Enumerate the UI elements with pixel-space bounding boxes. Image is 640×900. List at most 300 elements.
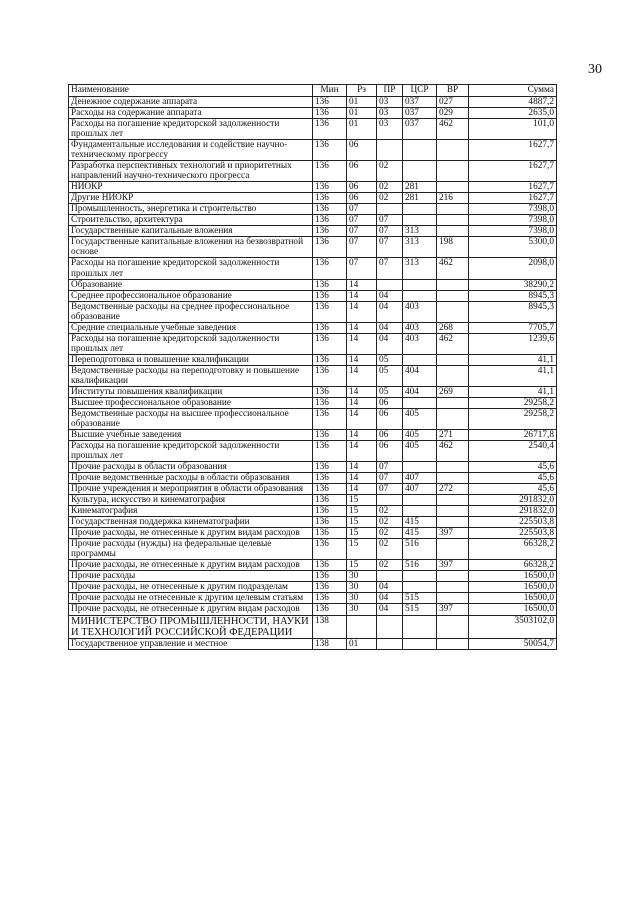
row-min: 136 [313, 517, 347, 528]
row-name: Высшее профессиональное образование [69, 397, 313, 408]
row-rz: 06 [347, 140, 377, 161]
row-min: 136 [313, 161, 347, 182]
row-vr [437, 638, 469, 649]
row-csr: 516 [403, 539, 437, 560]
row-csr: 037 [403, 119, 437, 140]
row-pr: 06 [377, 408, 403, 429]
row-vr [437, 301, 469, 322]
row-pr [377, 615, 403, 638]
row-min: 136 [313, 258, 347, 279]
row-csr [403, 506, 437, 517]
row-min: 136 [313, 193, 347, 204]
row-pr: 06 [377, 441, 403, 462]
row-pr: 04 [377, 604, 403, 615]
row-name: Государственные капитальные вложения на безвозвратной основе [69, 237, 313, 258]
row-min: 136 [313, 301, 347, 322]
row-name: Государственная поддержка кинематографии [69, 517, 313, 528]
row-name: Расходы на погашение кредиторской задолженности прошлых лет [69, 441, 313, 462]
table-row [69, 560, 557, 571]
row-min: 136 [313, 506, 347, 517]
row-rz: 15 [347, 495, 377, 506]
row-vr [437, 615, 469, 638]
row-pr: 02 [377, 517, 403, 528]
table-row [69, 301, 557, 322]
row-min: 138 [313, 638, 347, 649]
row-rz: 14 [347, 408, 377, 429]
row-sum: 2635,0 [469, 108, 557, 119]
table-row [69, 429, 557, 440]
row-csr [403, 582, 437, 593]
row-rz: 15 [347, 517, 377, 528]
row-csr [403, 397, 437, 408]
row-min: 136 [313, 119, 347, 140]
row-name: Прочие ведомственные расходы в области образования [69, 473, 313, 484]
row-name: Другие НИОКР [69, 193, 313, 204]
row-csr [403, 161, 437, 182]
table-row [69, 638, 557, 649]
header-vr: ВР [437, 85, 469, 97]
row-vr [437, 354, 469, 365]
row-sum: 45,6 [469, 473, 557, 484]
row-min: 136 [313, 429, 347, 440]
row-pr: 02 [377, 528, 403, 539]
row-sum: 16500,0 [469, 593, 557, 604]
table-row [69, 473, 557, 484]
row-sum: 7398,0 [469, 226, 557, 237]
row-sum: 26717,8 [469, 429, 557, 440]
row-csr: 313 [403, 258, 437, 279]
table-row [69, 517, 557, 528]
row-csr: 405 [403, 408, 437, 429]
row-min: 136 [313, 593, 347, 604]
row-csr [403, 279, 437, 290]
row-sum: 3503102,0 [469, 615, 557, 638]
row-csr: 407 [403, 473, 437, 484]
row-rz: 15 [347, 560, 377, 571]
row-vr [437, 506, 469, 517]
row-sum: 41,1 [469, 354, 557, 365]
row-pr: 03 [377, 108, 403, 119]
row-min: 136 [313, 226, 347, 237]
row-min: 136 [313, 290, 347, 301]
row-csr: 313 [403, 226, 437, 237]
row-rz: 14 [347, 441, 377, 462]
row-rz: 14 [347, 290, 377, 301]
row-csr: 313 [403, 237, 437, 258]
row-name: НИОКР [69, 182, 313, 193]
row-pr: 07 [377, 484, 403, 495]
row-rz: 30 [347, 582, 377, 593]
table-row [69, 571, 557, 582]
row-vr: 397 [437, 560, 469, 571]
row-vr [437, 473, 469, 484]
table-row [69, 354, 557, 365]
row-vr: 462 [437, 258, 469, 279]
table-row [69, 604, 557, 615]
row-vr: 027 [437, 97, 469, 108]
table-row [69, 365, 557, 386]
row-csr: 403 [403, 333, 437, 354]
row-rz [347, 615, 377, 638]
row-pr: 04 [377, 582, 403, 593]
row-vr: 462 [437, 119, 469, 140]
row-name: Ведомственные расходы на высшее профессиональное образование [69, 408, 313, 429]
row-csr: 404 [403, 365, 437, 386]
row-sum: 50054,7 [469, 638, 557, 649]
row-csr: 037 [403, 108, 437, 119]
row-min: 136 [313, 484, 347, 495]
row-sum: 45,6 [469, 462, 557, 473]
row-pr: 04 [377, 593, 403, 604]
row-name: Расходы на содержание аппарата [69, 108, 313, 119]
row-min: 136 [313, 462, 347, 473]
row-rz: 14 [347, 322, 377, 333]
row-pr: 02 [377, 560, 403, 571]
row-rz: 14 [347, 484, 377, 495]
table-row [69, 408, 557, 429]
row-name: Прочие расходы, не отнесенные к другим видам расходов [69, 528, 313, 539]
row-min: 136 [313, 237, 347, 258]
row-rz: 14 [347, 301, 377, 322]
table-row [69, 322, 557, 333]
row-vr: 269 [437, 386, 469, 397]
row-rz: 07 [347, 226, 377, 237]
row-sum: 29258,2 [469, 408, 557, 429]
row-csr: 404 [403, 386, 437, 397]
row-csr: 403 [403, 322, 437, 333]
table-row [69, 279, 557, 290]
row-csr [403, 462, 437, 473]
row-sum: 29258,2 [469, 397, 557, 408]
row-min: 136 [313, 322, 347, 333]
row-csr [403, 495, 437, 506]
row-pr: 07 [377, 473, 403, 484]
row-rz: 01 [347, 97, 377, 108]
row-csr [403, 140, 437, 161]
row-name: Переподготовка и повышение квалификации [69, 354, 313, 365]
table-row [69, 226, 557, 237]
row-name: Ведомственные расходы на среднее профессиональное образование [69, 301, 313, 322]
row-min: 138 [313, 615, 347, 638]
header-name: Наименование [69, 85, 313, 97]
row-pr [377, 495, 403, 506]
row-pr: 04 [377, 290, 403, 301]
row-pr: 06 [377, 429, 403, 440]
row-vr [437, 182, 469, 193]
row-pr [377, 571, 403, 582]
row-name: Культура, искусство и кинематография [69, 495, 313, 506]
row-sum: 225503,8 [469, 528, 557, 539]
table-row [69, 539, 557, 560]
table-row [69, 108, 557, 119]
row-rz: 30 [347, 593, 377, 604]
table-row [69, 140, 557, 161]
row-name: МИНИСТЕРСТВО ПРОМЫШЛЕННОСТИ, НАУКИ И ТЕХНОЛОГИЙ РОССИЙСКОЙ ФЕДЕРАЦИИ [69, 615, 313, 638]
table-row [69, 495, 557, 506]
row-sum: 1239,6 [469, 333, 557, 354]
row-csr: 405 [403, 441, 437, 462]
row-csr: 037 [403, 97, 437, 108]
row-csr: 407 [403, 484, 437, 495]
header-sum: Сумма [469, 85, 557, 97]
row-min: 136 [313, 182, 347, 193]
table-row [69, 161, 557, 182]
table-header-row [69, 85, 557, 97]
row-rz: 06 [347, 161, 377, 182]
table-row [69, 593, 557, 604]
row-name: Расходы на погашение кредиторской задолженности прошлых лет [69, 258, 313, 279]
row-pr: 05 [377, 354, 403, 365]
row-min: 136 [313, 397, 347, 408]
row-vr [437, 571, 469, 582]
table-row [69, 204, 557, 215]
row-name: Прочие расходы в области образования [69, 462, 313, 473]
row-sum: 1627,7 [469, 193, 557, 204]
row-min: 136 [313, 204, 347, 215]
row-vr: 397 [437, 604, 469, 615]
row-csr [403, 204, 437, 215]
row-min: 136 [313, 571, 347, 582]
header-csr: ЦСР [403, 85, 437, 97]
row-sum: 38290,2 [469, 279, 557, 290]
row-name: Расходы на погашение кредиторской задолженности прошлых лет [69, 333, 313, 354]
row-name: Прочие расходы, не отнесенные к другим видам расходов [69, 604, 313, 615]
row-name: Денежное содержание аппарата [69, 97, 313, 108]
table-row [69, 97, 557, 108]
row-name: Ведомственные расходы на переподготовку и повышение квалификации [69, 365, 313, 386]
row-rz: 06 [347, 182, 377, 193]
row-pr: 03 [377, 97, 403, 108]
row-pr: 07 [377, 226, 403, 237]
row-min: 136 [313, 495, 347, 506]
row-sum: 225503,8 [469, 517, 557, 528]
row-pr: 04 [377, 301, 403, 322]
row-rz: 14 [347, 462, 377, 473]
row-name: Государственное управление и местное [69, 638, 313, 649]
row-vr [437, 204, 469, 215]
row-name: Государственные капитальные вложения [69, 226, 313, 237]
row-rz: 14 [347, 354, 377, 365]
row-name: Институты повышения квалификации [69, 386, 313, 397]
row-rz: 14 [347, 473, 377, 484]
row-pr: 05 [377, 386, 403, 397]
row-name: Высшие учебные заведения [69, 429, 313, 440]
row-name: Прочие расходы [69, 571, 313, 582]
row-rz: 01 [347, 108, 377, 119]
row-csr: 281 [403, 193, 437, 204]
row-rz: 07 [347, 215, 377, 226]
row-sum: 66328,2 [469, 560, 557, 571]
row-pr: 02 [377, 182, 403, 193]
row-csr [403, 354, 437, 365]
row-vr [437, 593, 469, 604]
row-min: 136 [313, 279, 347, 290]
table-row [69, 333, 557, 354]
row-vr [437, 462, 469, 473]
row-rz: 14 [347, 429, 377, 440]
table-row [69, 615, 557, 638]
row-sum: 1627,7 [469, 140, 557, 161]
row-sum: 2098,0 [469, 258, 557, 279]
row-min: 136 [313, 604, 347, 615]
row-rz: 07 [347, 237, 377, 258]
row-pr: 02 [377, 506, 403, 517]
row-pr: 04 [377, 322, 403, 333]
table-row [69, 582, 557, 593]
row-csr: 515 [403, 593, 437, 604]
table-row [69, 528, 557, 539]
row-pr: 07 [377, 215, 403, 226]
table-row [69, 290, 557, 301]
row-min: 136 [313, 582, 347, 593]
row-min: 136 [313, 333, 347, 354]
table-row [69, 215, 557, 226]
row-rz: 07 [347, 258, 377, 279]
row-min: 136 [313, 215, 347, 226]
row-min: 136 [313, 386, 347, 397]
row-sum: 41,1 [469, 386, 557, 397]
row-name: Строительство, архитектура [69, 215, 313, 226]
row-min: 136 [313, 365, 347, 386]
row-pr: 07 [377, 462, 403, 473]
row-rz: 30 [347, 571, 377, 582]
row-name: Прочие расходы (нужды) на федеральные целевые программы [69, 539, 313, 560]
row-pr: 06 [377, 397, 403, 408]
row-vr [437, 582, 469, 593]
row-sum: 5300,0 [469, 237, 557, 258]
row-vr: 462 [437, 441, 469, 462]
row-vr: 198 [437, 237, 469, 258]
row-vr: 268 [437, 322, 469, 333]
row-sum: 291832,0 [469, 495, 557, 506]
row-name: Разработка перспективных технологий и приоритетных направлений научно-технического прогресса [69, 161, 313, 182]
header-pr: ПР [377, 85, 403, 97]
row-rz: 01 [347, 638, 377, 649]
row-name: Кинематография [69, 506, 313, 517]
row-vr: 272 [437, 484, 469, 495]
row-csr [403, 615, 437, 638]
budget-table [68, 84, 557, 650]
row-min: 136 [313, 354, 347, 365]
row-vr [437, 408, 469, 429]
row-sum: 7398,0 [469, 215, 557, 226]
row-rz: 15 [347, 539, 377, 560]
row-pr [377, 638, 403, 649]
page-number: 30 [588, 62, 602, 77]
row-sum: 7705,7 [469, 322, 557, 333]
table-body [69, 97, 557, 650]
row-pr: 02 [377, 193, 403, 204]
row-rz: 07 [347, 204, 377, 215]
row-min: 136 [313, 539, 347, 560]
table-row [69, 258, 557, 279]
row-name: Прочие расходы, не отнесенные к другим видам расходов [69, 560, 313, 571]
row-pr [377, 204, 403, 215]
row-csr: 405 [403, 429, 437, 440]
row-name: Средние специальные учебные заведения [69, 322, 313, 333]
row-pr [377, 140, 403, 161]
row-csr: 515 [403, 604, 437, 615]
row-name: Образование [69, 279, 313, 290]
row-sum: 4887,2 [469, 97, 557, 108]
row-min: 136 [313, 97, 347, 108]
row-name: Фундаментальные исследования и содействие научно-техническому прогрессу [69, 140, 313, 161]
row-vr [437, 215, 469, 226]
row-min: 136 [313, 108, 347, 119]
table-row [69, 484, 557, 495]
row-name: Среднее профессиональное образование [69, 290, 313, 301]
row-csr: 415 [403, 528, 437, 539]
header-min: Мин [313, 85, 347, 97]
row-vr [437, 397, 469, 408]
row-csr [403, 215, 437, 226]
row-sum: 45,6 [469, 484, 557, 495]
row-csr: 516 [403, 560, 437, 571]
table-row [69, 462, 557, 473]
row-rz: 15 [347, 506, 377, 517]
table-row [69, 441, 557, 462]
row-rz: 01 [347, 119, 377, 140]
table-row [69, 237, 557, 258]
table-row [69, 397, 557, 408]
row-pr: 07 [377, 237, 403, 258]
row-rz: 14 [347, 386, 377, 397]
row-vr [437, 290, 469, 301]
row-sum: 16500,0 [469, 582, 557, 593]
table-row [69, 386, 557, 397]
row-sum: 8945,3 [469, 301, 557, 322]
row-sum: 16500,0 [469, 604, 557, 615]
row-vr [437, 226, 469, 237]
row-name: Расходы на погашение кредиторской задолженности прошлых лет [69, 119, 313, 140]
row-vr [437, 365, 469, 386]
row-vr: 271 [437, 429, 469, 440]
row-name: Прочие расходы, не отнесенные к другим подразделам [69, 582, 313, 593]
row-min: 136 [313, 473, 347, 484]
table-row [69, 119, 557, 140]
row-vr [437, 279, 469, 290]
row-sum: 7398,0 [469, 204, 557, 215]
row-rz: 14 [347, 279, 377, 290]
row-pr [377, 279, 403, 290]
row-sum: 16500,0 [469, 571, 557, 582]
row-csr: 415 [403, 517, 437, 528]
row-rz: 14 [347, 333, 377, 354]
row-csr [403, 638, 437, 649]
row-rz: 15 [347, 528, 377, 539]
row-vr: 216 [437, 193, 469, 204]
row-rz: 14 [347, 397, 377, 408]
row-name: Прочие учреждения и мероприятия в области образования [69, 484, 313, 495]
row-min: 136 [313, 528, 347, 539]
row-min: 136 [313, 441, 347, 462]
table-row [69, 182, 557, 193]
row-sum: 1627,7 [469, 161, 557, 182]
row-rz: 30 [347, 604, 377, 615]
row-sum: 291832,0 [469, 506, 557, 517]
row-vr [437, 495, 469, 506]
row-pr: 04 [377, 333, 403, 354]
row-vr [437, 140, 469, 161]
row-pr: 02 [377, 161, 403, 182]
row-vr [437, 539, 469, 560]
row-vr [437, 517, 469, 528]
row-rz: 06 [347, 193, 377, 204]
row-csr [403, 290, 437, 301]
row-sum: 1627,7 [469, 182, 557, 193]
row-pr: 03 [377, 119, 403, 140]
row-csr [403, 571, 437, 582]
